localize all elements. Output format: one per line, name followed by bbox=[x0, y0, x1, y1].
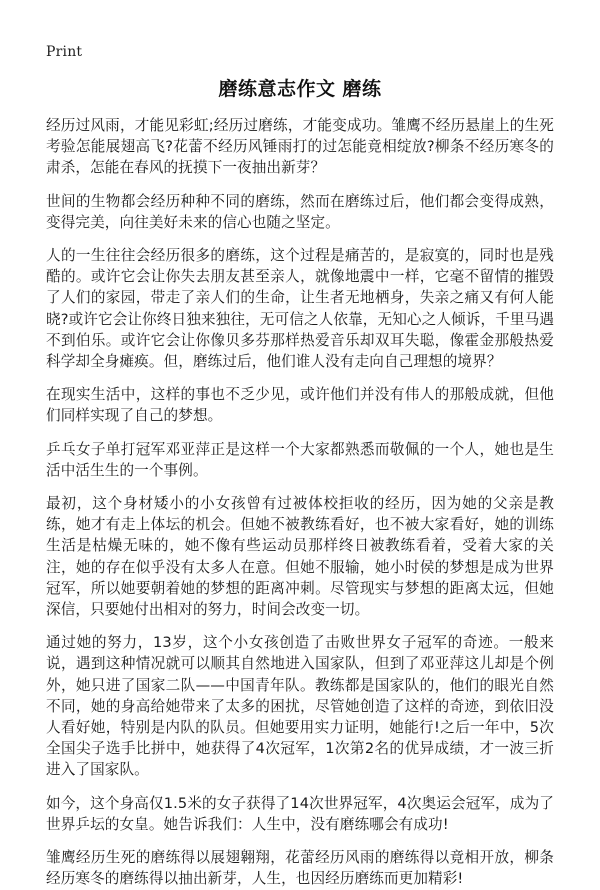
article-body bbox=[46, 115, 554, 890]
paragraph: 如今，这个身高仅1.5米的女子获得了14次世界冠军，4次奥运会冠军，成为了世界乒坛的女皇。她告诉我们：人生中，没有磨练哪会有成功! bbox=[46, 794, 554, 833]
paragraph: 雏鹰经历生死的磨练得以展翅翱翔，花蕾经历风雨的磨练得以竟相开放，柳条经历寒冬的磨练得以抽出新芽，人生，也因经历磨练而更加精彩! bbox=[46, 849, 554, 888]
paragraph: 乒乓女子单打冠军邓亚萍正是这样一个大家都熟悉而敬佩的一个人，她也是生活中活生生的一个事例。 bbox=[46, 440, 554, 479]
paragraph: 人的一生往往会经历很多的磨练，这个过程是痛苦的，是寂寞的，同时也是残酷的。或许它会让你失去朋友甚至亲人，就像地震中一样，它毫不留情的摧毁了人们的家园，带走了亲人们的生命，让生者无地栖身，失亲之痛又有何人能晓?或许它会让你终日独来独往，无可信之人依靠，无知心之人倾诉，千里马遇不到伯乐。或许它会让你像贝多芬那样热爱音乐却双耳失聪，像霍金那般热爱科学却全身瘫痪。但，磨练过后，他们谁人没有走向自己理想的境界？ bbox=[46, 247, 554, 371]
paragraph: 在现实生活中，这样的事也不乏少见，或许他们并没有伟人的那般成就，但他们同样实现了自己的梦想。 bbox=[46, 386, 554, 425]
print-link[interactable]: Print bbox=[46, 44, 83, 60]
page-title: 磨练意志作文 磨练 bbox=[218, 78, 382, 100]
paragraph: 通过她的努力，13岁，这个小女孩创造了击败世界女子冠军的奇迹。一般来说，遇到这种情况就可以顺其自然地进入国家队，但到了邓亚萍这儿却是个例外，她只进了国家二队——中国青年队。教练都是国家队的，他们的眼光自然不同，她的身高给她带来了太多的困扰，尽管她创造了这样的奇迹，到依旧没人看好她，特别是内队的队员。但她要用实力证明，她能行!之后一年中，5次全国尖子选手比拼中，她获得了4次冠军，1次第2名的优异成绩，才一波三折进入了国家队。 bbox=[46, 634, 554, 779]
paragraph: 世间的生物都会经历种种不同的磨练，然而在磨练过后，他们都会变得成熟，变得完美，向往美好未来的信心也随之坚定。 bbox=[46, 192, 554, 231]
paragraph: 最初，这个身材矮小的小女孩曾有过被体校拒收的经历，因为她的父亲是教练，她才有走上体坛的机会。但她不被教练看好，也不被大家看好，她的训练生活是枯燥无味的，她不像有些运动员那样终日被教练看着，受着大家的关注，她的存在似乎没有太多人在意。但她不服输，她小时侯的梦想是成为世界冠军，所以她要朝着她的梦想的距离冲刺。尽管现实与梦想的距离太远，但她深信，只要她付出相对的努力，时间会改变一切。 bbox=[46, 495, 554, 619]
paragraph: 经历过风雨，才能见彩虹;经历过磨练，才能变成功。雏鹰不经历悬崖上的生死考验怎能展翅高飞?花蕾不经历风锤雨打的过怎能竟相绽放?柳条不经历寒冬的肃杀，怎能在春风的抚摸下一夜抽出新芽？ bbox=[46, 117, 554, 177]
